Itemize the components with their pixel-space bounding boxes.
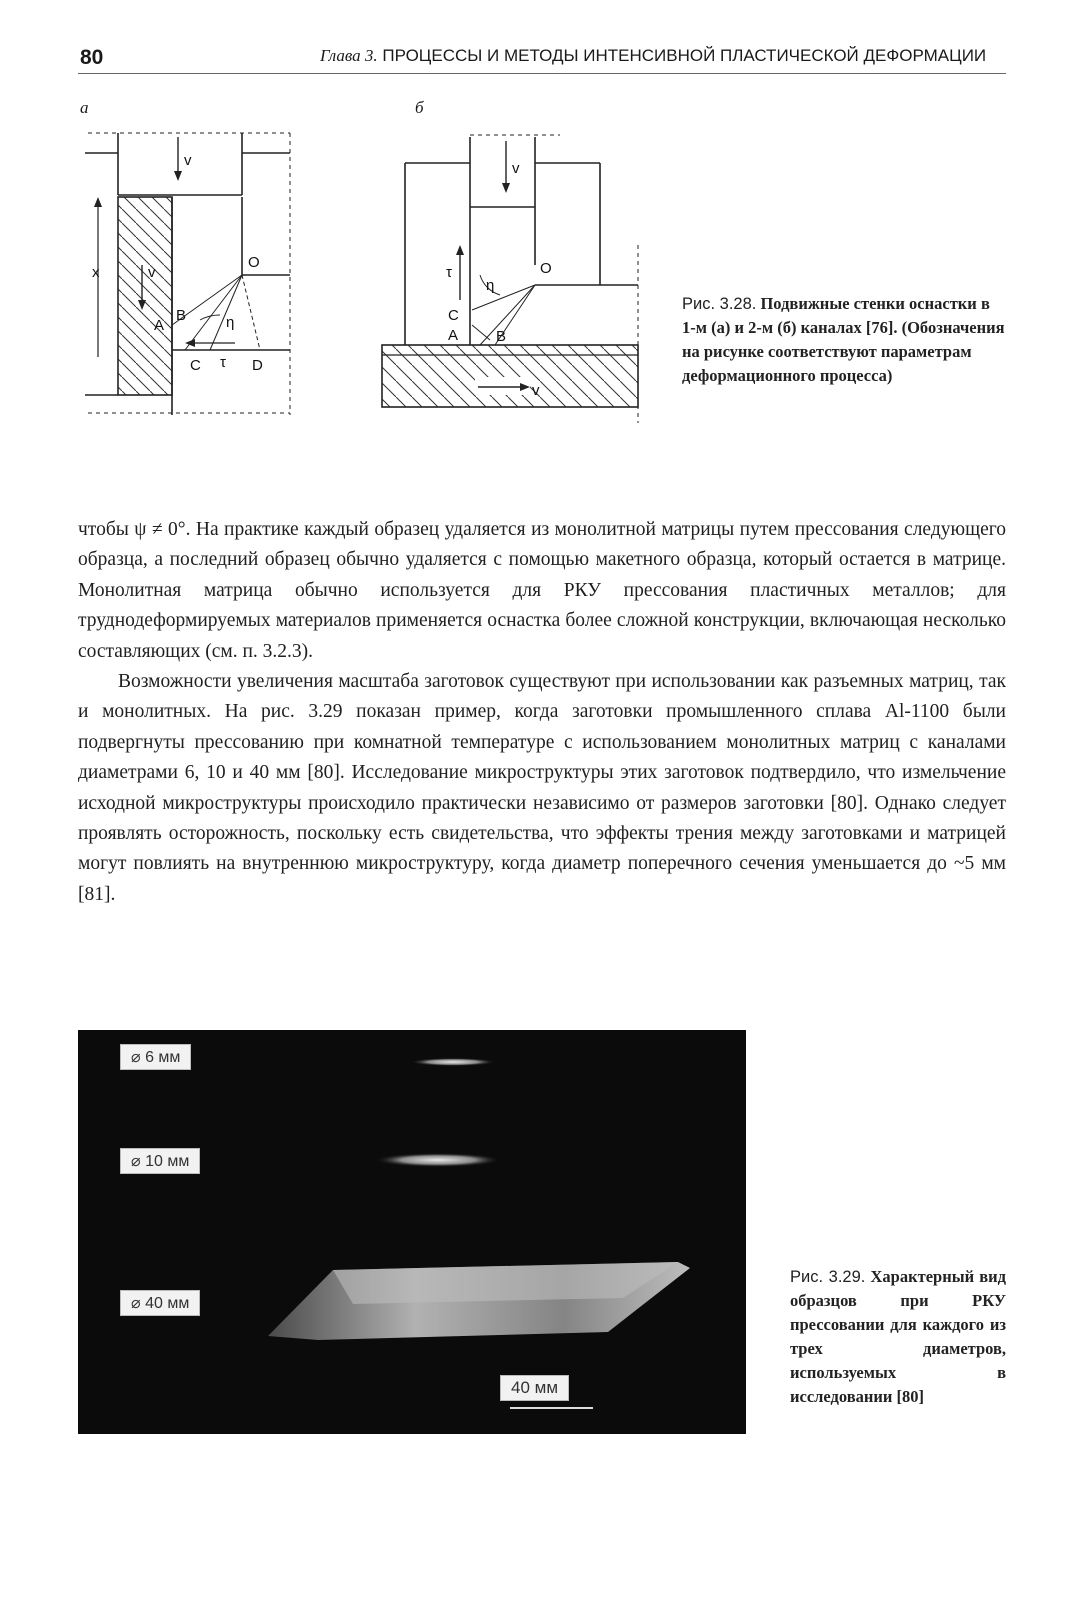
scale-bar-label: 40 мм	[500, 1375, 569, 1401]
specimens-illustration	[78, 1030, 746, 1434]
label-a-x: x	[92, 264, 100, 281]
header-rule	[78, 73, 1006, 74]
figure-329-photo	[78, 1030, 746, 1434]
figure-329-caption-text: Характерный вид образцов при РКУ прессовании для каждого из трех диаметров, используемых в исследовании [80]	[790, 1267, 1006, 1406]
label-b-v-bottom: v	[532, 382, 540, 399]
running-header	[320, 46, 986, 66]
paragraph-2: Возможности увеличения масштаба заготовок существуют при использовании как разъемных матриц, так и монолитных. На рис. 3.29 показан пример, когда заготовки промышленного сплава Al-1100 были подвергнуты прессованию при комнатной температуре с использованием монолитных матриц с каналами диаметрами 6, 10 и 40 мм [80]. Исследование микроструктуры этих заготовок подтвердило, что измельчение исходной микроструктуры происходило практически независимо от размеров заготовки [80]. Однако следует проявлять осторожность, поскольку есть свидетельства, что эффекты трения между заготовками и матрицей могут повлиять на внутреннюю микроструктуру, когда диаметр поперечного сечения уменьшается до ~5 мм [81].	[78, 671, 1006, 905]
diameter-label-10mm: ⌀ 10 мм	[120, 1148, 200, 1174]
figure-328a-diagram	[80, 125, 305, 420]
label-b-C: C	[448, 307, 459, 324]
chapter-title: ПРОЦЕССЫ И МЕТОДЫ ИНТЕНСИВНОЙ ПЛАСТИЧЕСКОЙ ДЕФОРМАЦИИ	[382, 46, 987, 65]
diameter-label-6mm: ⌀ 6 мм	[120, 1044, 191, 1070]
label-b-eta: η	[486, 277, 495, 294]
label-a-tau: τ	[220, 354, 226, 371]
figure-328-caption	[682, 292, 1007, 388]
body-text	[78, 515, 1006, 910]
label-a-B: B	[176, 307, 187, 324]
label-b-B: B	[496, 328, 507, 345]
chapter-prefix: Глава 3.	[320, 46, 378, 65]
label-b-v-top: v	[512, 160, 520, 177]
label-a-eta: η	[226, 314, 235, 331]
label-a-D: D	[252, 357, 263, 374]
figure-329-caption-number: Рис. 3.29.	[790, 1268, 866, 1286]
label-a-O: O	[248, 254, 260, 271]
figure-328-caption-text: Подвижные стенки оснастки в 1-м (а) и 2-м (б) каналах [76]. (Обозначения на рисунке соответствуют параметрам деформационного процесса)	[682, 294, 1005, 385]
specimen-6mm	[411, 1058, 495, 1066]
label-a-v-inner: v	[148, 264, 156, 281]
label-b-tau: τ	[446, 264, 452, 281]
label-a-v-top: v	[184, 152, 192, 169]
label-b-O: O	[540, 260, 552, 277]
paragraph-1: чтобы ψ ≠ 0°. На практике каждый образец удаляется из монолитной матрицы путем прессования следующего образца, а последний образец обычно удаляется с помощью макетного образца, который остается в матрице. Монолитная матрица обычно используется для РКУ прессования пластичных металлов; для труднодеформируемых материалов применяется оснастка более сложной конструкции, включающая несколько составляющих (см. п. 3.2.3).	[78, 519, 1006, 662]
label-a-C: C	[190, 357, 201, 374]
label-a-A: A	[154, 317, 165, 334]
specimen-10mm	[376, 1153, 500, 1167]
panel-label-a: а	[80, 98, 89, 117]
page-number: 80	[80, 46, 104, 69]
panel-label-b: б	[415, 98, 424, 117]
label-b-A: A	[448, 327, 459, 344]
figure-328b-diagram	[380, 125, 645, 425]
figure-329-caption	[790, 1265, 1006, 1409]
diameter-label-40mm: ⌀ 40 мм	[120, 1290, 200, 1316]
figure-328-caption-number: Рис. 3.28.	[682, 295, 757, 313]
